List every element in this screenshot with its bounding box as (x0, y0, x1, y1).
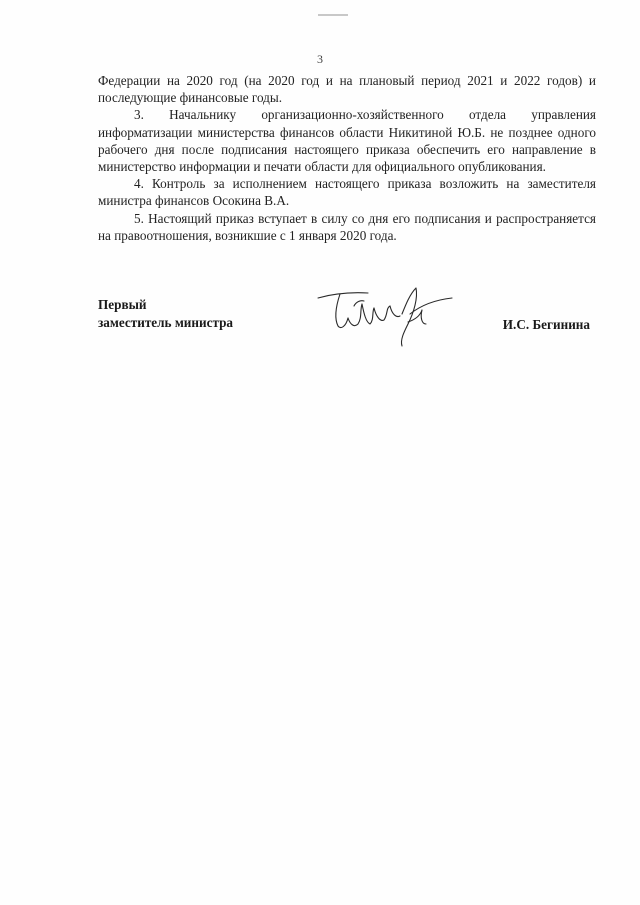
signatory-position-line1: Первый (98, 297, 147, 312)
paragraph-item-3: 3. Начальнику организационно-хозяйственного отдела управления информатизации министерства финансов области Никитиной Ю.Б. не позднее одного рабочего дня после подписания настоящего приказа обеспечить его направление в министерство информации и печати области для официального опубликования. (98, 107, 596, 175)
signatory-position-line2: заместитель министра (98, 315, 234, 330)
scan-artifact (318, 14, 348, 16)
paragraph-continuation: Федерации на 2020 год (на 2020 год и на плановый период 2021 и 2022 годов) и последующие финансовые годы. (98, 73, 596, 106)
paragraph-item-5: 5. Настоящий приказ вступает в силу со дня его подписания и распространяется на правоотношения, возникшие с 1 января 2020 года. (98, 210, 596, 243)
signature-block (98, 296, 596, 366)
document-body (98, 72, 596, 244)
page-number: 3 (317, 52, 323, 66)
signatory-name: И.С. Бегинина (502, 317, 590, 332)
signatory-position (98, 296, 233, 332)
handwritten-signature (310, 284, 460, 354)
paragraph-item-4: 4. Контроль за исполнением настоящего приказа возложить на заместителя министра финансов Осокина В.А. (98, 176, 596, 209)
